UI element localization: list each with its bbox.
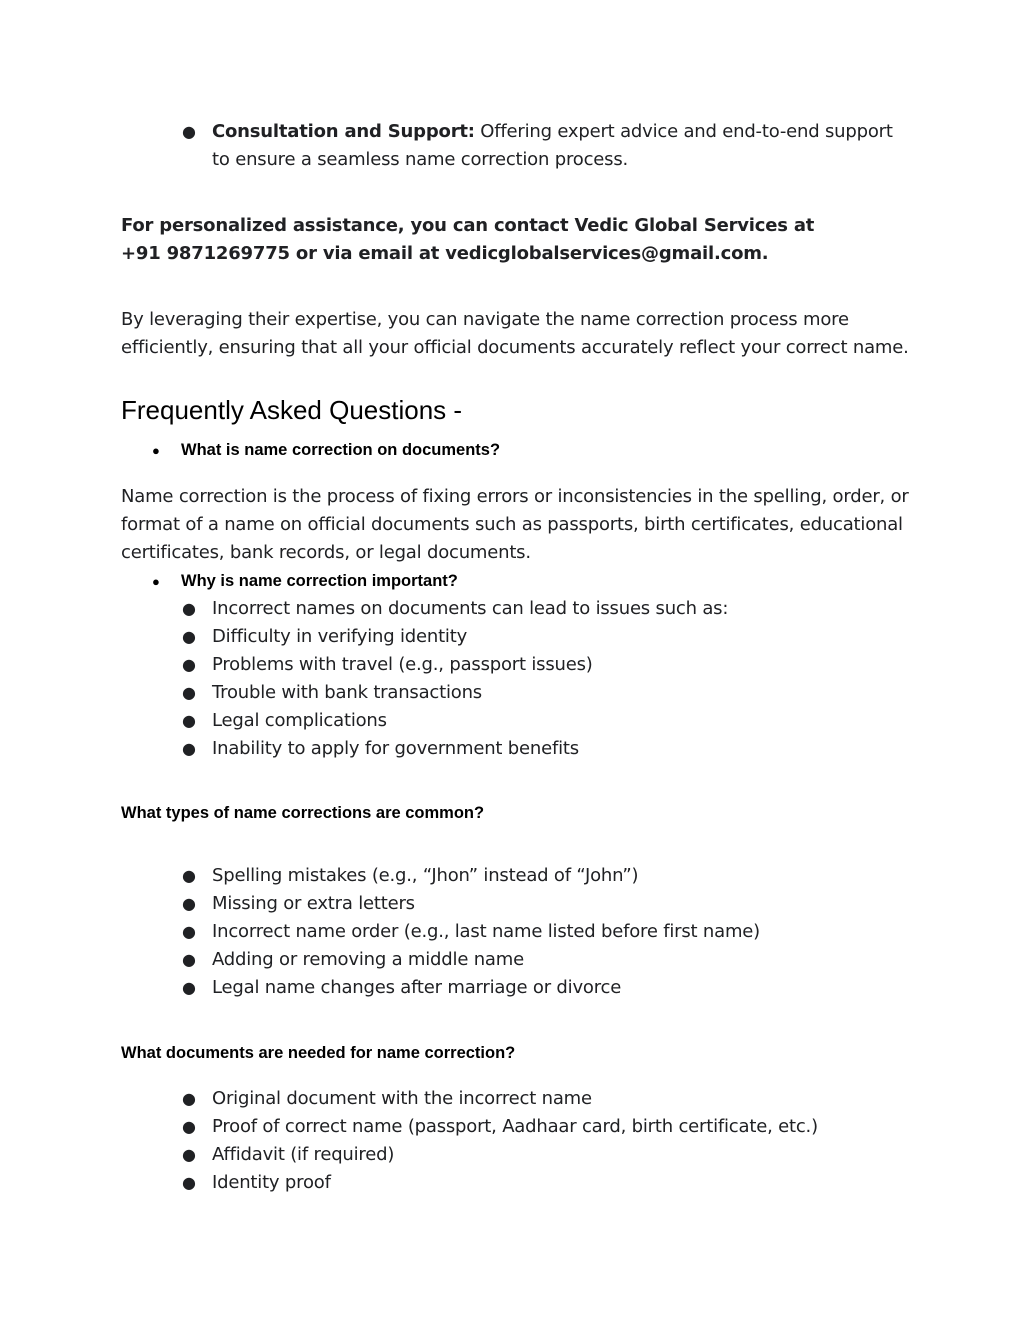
bullet-icon: ● [182, 1117, 196, 1136]
q4-items [182, 1085, 902, 1197]
list-item [182, 679, 902, 707]
bullet-icon: ● [182, 866, 196, 885]
list-item-text: Legal name changes after marriage or divorce [212, 977, 622, 998]
bullet-icon: ● [182, 978, 196, 997]
list-item [182, 974, 902, 1002]
bullet-icon: ● [152, 443, 160, 458]
list-item-text: Adding or removing a middle name [212, 949, 524, 970]
consultation-list [182, 118, 902, 174]
a1-paragraph: Name correction is the process of fixing errors or inconsistencies in the spelling, order, or format of a name on official documents such as passports, birth certificates, educational certificates, bank records, or legal documents. [121, 486, 909, 563]
list-item-text: Inability to apply for government benefits [212, 738, 579, 759]
q4-heading: What documents are needed for name correction? [121, 1044, 516, 1062]
bullet-icon: ● [182, 627, 196, 646]
q1-list [152, 439, 902, 461]
list-item-text: Trouble with bank transactions [212, 682, 482, 703]
list-item [152, 570, 902, 592]
bullet-icon: ● [182, 1089, 196, 1108]
bullet-icon: ● [182, 1145, 196, 1164]
list-item [182, 735, 902, 763]
list-item-text: Difficulty in verifying identity [212, 626, 468, 647]
bullet-icon: ● [182, 655, 196, 674]
bullet-icon: ● [182, 683, 196, 702]
list-item [182, 1169, 902, 1197]
list-item [182, 946, 902, 974]
list-item-text: Incorrect names on documents can lead to issues such as: [212, 598, 729, 619]
list-item [182, 862, 902, 890]
list-item-text: Original document with the incorrect name [212, 1088, 592, 1109]
bullet-icon: ● [182, 1173, 196, 1192]
bullet-icon: ● [182, 599, 196, 618]
q3-items [182, 862, 902, 1002]
list-item [182, 707, 902, 735]
list-item-text: Incorrect name order (e.g., last name listed before first name) [212, 921, 760, 942]
list-item [182, 118, 902, 174]
q2-list [152, 570, 902, 592]
list-item-text: Problems with travel (e.g., passport issues) [212, 654, 593, 675]
list-item-text: Proof of correct name (passport, Aadhaar card, birth certificate, etc.) [212, 1116, 818, 1137]
list-item [152, 439, 902, 461]
bullet-icon: ● [182, 894, 196, 913]
faq-heading: Frequently Asked Questions - [121, 395, 463, 425]
bullet-icon: ● [182, 711, 196, 730]
list-item-text: Affidavit (if required) [212, 1144, 395, 1165]
list-item-text: Legal complications [212, 710, 387, 731]
list-item [182, 651, 902, 679]
list-item [182, 918, 902, 946]
list-item-text: Spelling mistakes (e.g., “Jhon” instead of “John”) [212, 865, 639, 886]
list-item [182, 1113, 902, 1141]
leverage-paragraph: By leveraging their expertise, you can navigate the name correction process more efficiently, ensuring that all your official documents accurately reflect your correct name. [121, 309, 909, 358]
list-item [182, 623, 902, 651]
list-item-text: Missing or extra letters [212, 893, 415, 914]
q3-heading: What types of name corrections are common? [121, 804, 485, 822]
bullet-icon: ● [182, 922, 196, 941]
list-item [182, 1085, 902, 1113]
bullet-icon: ● [182, 739, 196, 758]
bullet-icon: ● [182, 122, 196, 141]
list-item [182, 890, 902, 918]
list-item-text: Identity proof [212, 1172, 331, 1193]
list-item [182, 1141, 902, 1169]
bullet-icon: ● [152, 574, 160, 589]
q2-heading: Why is name correction important? [181, 572, 458, 590]
q1-heading: What is name correction on documents? [181, 441, 501, 459]
q2-items [182, 595, 902, 763]
list-item [182, 595, 902, 623]
contact-paragraph: For personalized assistance, you can contact Vedic Global Services at +91 9871269775 or via email at vedicglobalservices@gmail.com. [121, 215, 815, 264]
bullet-icon: ● [182, 950, 196, 969]
consultation-label: Consultation and Support: [212, 121, 475, 142]
consultation-text: Offering expert advice and end-to-end support to ensure a seamless name correction process. [212, 121, 893, 170]
